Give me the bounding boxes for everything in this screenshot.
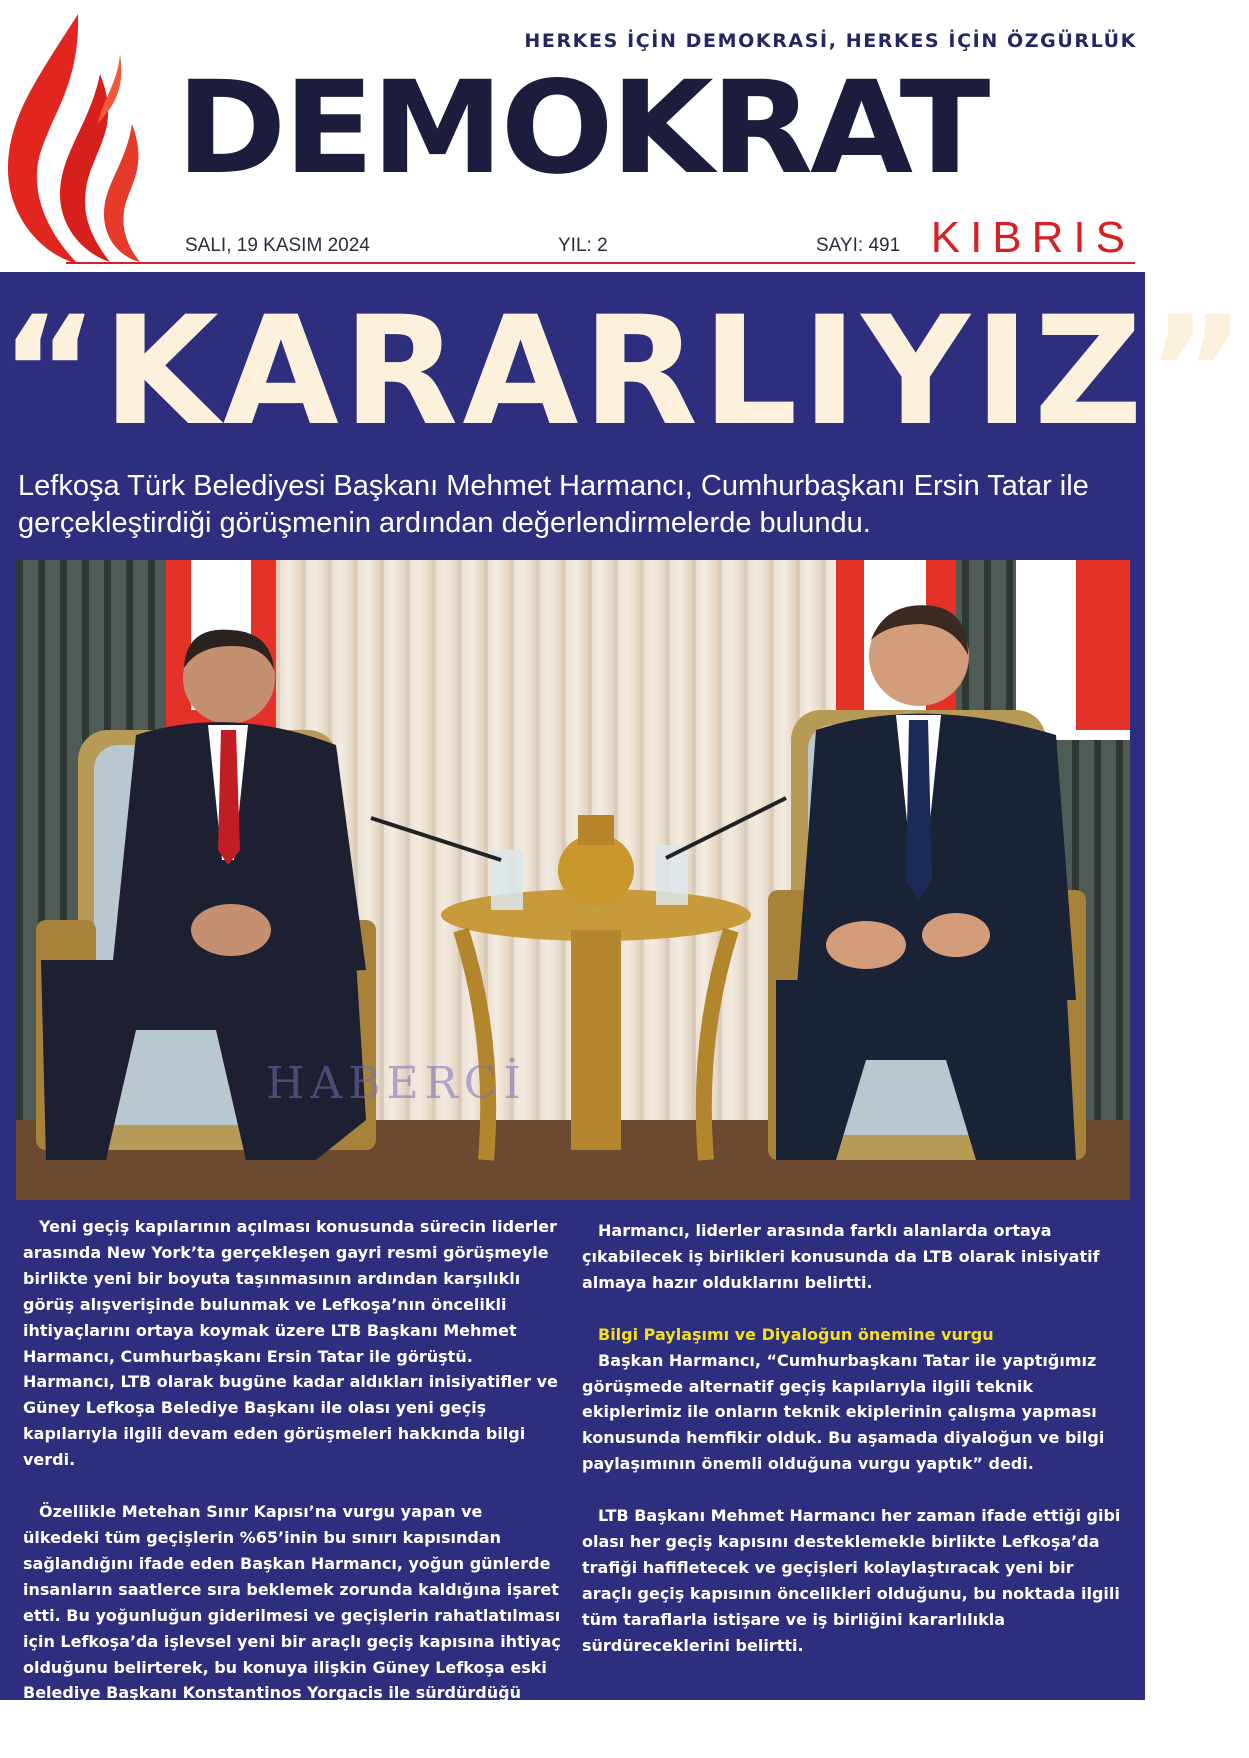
article-paragraph: Başkan Harmancı, “Cumhurbaşkanı Tatar ile yaptığımız görüşmede alternatif geçiş kapılarıyla ilgili teknik ekiplerimiz ile onların teknik ekiplerinin çalışma yapması konusunda hemfikir olduk. Bu aşamada diyaloğun ve bilgi paylaşımının önemli olduğuna vurgu yaptık” dedi. [582,1350,1105,1474]
masthead-divider [66,262,1135,264]
article-column-left [23,1214,563,1755]
meeting-photo-illustration [16,560,1130,1200]
masthead [0,0,1145,272]
issue-number: SAYI: 491 [816,235,901,256]
lead-photo [16,560,1130,1200]
article-subtitle: Bilgi Paylaşımı ve Diyaloğun önemine vurgu [598,1324,994,1344]
flame-logo-icon [0,14,160,264]
article-column-right [582,1218,1122,1688]
article-paragraph: LTB Başkanı Mehmet Harmancı her zaman ifade ettiği gibi olası her geçiş kapısını desteklemekle birlikte Lefkoşa’da trafiği hafifletecek ve geçişleri kolaylaştıracak yeni bir araçlı geçiş kapısının öncelikleri olduğunu, bu noktada ilgili tüm taraflarla istişare ve iş birliğini kararlılıkla sürdüreceklerini belirtti. [582,1506,1121,1655]
article-paragraph: Yeni geçiş kapılarının açılması konusunda sürecin liderler arasında New York’ta gerçekleşen gayri resmi görüşmeyle birlikte yeni bir boyuta taşınmasının ardından karşılıklı görüş alışverişinde bulunmak ve Lefkoşa’nın öncelikli ihtiyaçlarını ortaya koymak üzere LTB Başkanı Mehmet Harmancı, Cumhurbaşkanı Ersin Tatar ile görüştü. Harmancı, LTB olarak bugüne kadar aldıkları inisiyatifler ve Güney Lefkoşa Belediye Başkanı ile olası yeni geçiş kapılarıyla ilgili devam eden görüşmeleri hakkında bilgi verdi. [23,1217,558,1470]
subheadline: Lefkoşa Türk Belediyesi Başkanı Mehmet Harmancı, Cumhurbaşkanı Ersin Tatar ile gerçekleştirdiği görüşmenin ardından değerlendirmelerde bulundu. [18,470,1089,539]
article-paragraph: Harmancı, liderler arasında farklı alanlarda ortaya çıkabilecek iş birlikleri konusunda da LTB olarak inisiyatif almaya hazır olduklarını belirtti. [582,1221,1100,1292]
newspaper-brand: DEMOKRAT [176,54,988,203]
slogan: HERKES İÇİN DEMOKRASİ, HERKES İÇİN ÖZGÜRLÜK [524,30,1137,52]
article-paragraph: Özellikle Metehan Sınır Kapısı’na vurgu yapan ve ülkedeki tüm geçişlerin %65’inin bu sınırı kapısından sağlandığını ifade eden Başkan Harmancı, yoğun günlerde insanların saatlerce sıra beklemek zorunda kaldığına işaret etti. Bu yoğunluğun giderilmesi ve geçişlerin rahatlatılması için Lefkoşa’da işlevsel yeni bir araçlı geçiş kapısına ihtiyaç olduğunu belirterek, bu konuya ilişkin Güney Lefkoşa eski Belediye Başkanı Konstantinos Yorgacis ile sürdürdüğü temasları Charalambos Prountzos ile de devam ettirdiğini dile getirdi. [23,1502,561,1755]
photo-watermark: HABERCİ [266,1058,527,1109]
headline: “KARARLIYIZ” [0,285,1249,459]
edition-name: KIBRIS [930,213,1135,262]
issue-year: YIL: 2 [558,235,608,256]
issue-date: SALI, 19 KASIM 2024 [185,235,370,256]
